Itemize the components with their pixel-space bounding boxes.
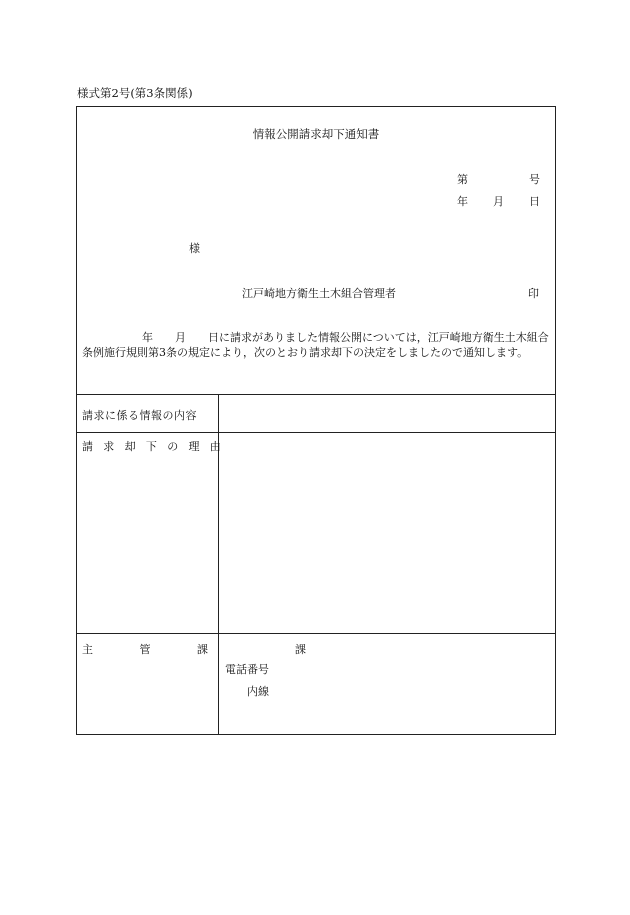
section-label: 主管課 (82, 643, 255, 656)
number-go: 号 (529, 173, 540, 186)
row-divider (77, 432, 555, 433)
phone-label: 電話番号 (225, 663, 269, 676)
date-month: 月 (493, 195, 504, 208)
date-year: 年 (457, 195, 468, 208)
notice-body: 年 月 日に請求がありました情報公開については，江戸崎地方衛生土木組合条例施行規則第3条の規定により，次のとおり請求却下の決定をしましたので通知します。 (82, 331, 549, 359)
extension-label: 内線 (247, 685, 269, 698)
date-day: 日 (529, 195, 540, 208)
reason-label: 請求却下の理由 (82, 440, 232, 453)
row-divider (77, 633, 555, 634)
addressee-suffix: 様 (189, 242, 200, 255)
issuer-name: 江戸崎地方衛生土木組合管理者 (242, 287, 396, 300)
document-title: 情報公開請求却下通知書 (252, 127, 380, 141)
form-number: 様式第2号(第3条関係) (77, 86, 193, 100)
content-label: 請求に係る情報の内容 (82, 409, 197, 422)
notice-form-frame (76, 106, 556, 735)
section-ka: 課 (295, 643, 306, 656)
seal-mark: 印 (528, 287, 539, 300)
row-divider (77, 394, 555, 395)
number-dai: 第 (457, 173, 468, 186)
